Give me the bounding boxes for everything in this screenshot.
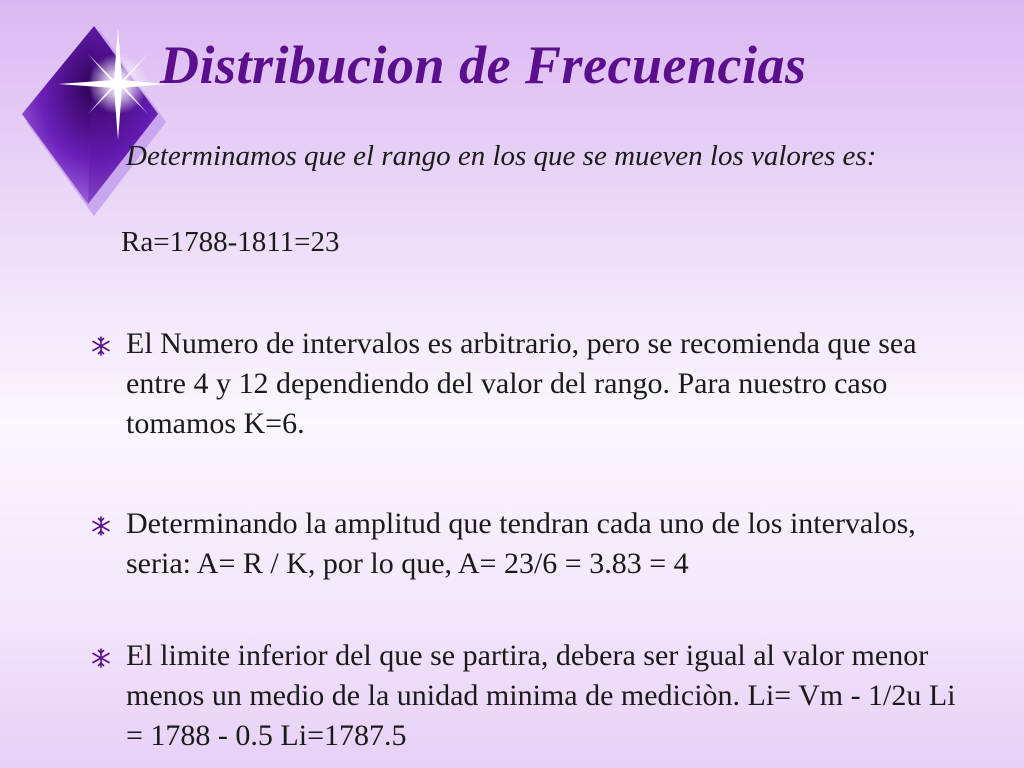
- bullet-text-intervals: El Numero de intervalos es arbitrario, pero se recomienda que sea entre 4 y 12 dependiendo del valor del rango. Para nuestro caso tomamos K=6.: [126, 327, 917, 440]
- diamond-star-logo-icon: [18, 22, 168, 218]
- slide-title: Distribucion de Frecuencias: [160, 35, 807, 95]
- range-formula: Ra=1788-1811=23: [121, 226, 340, 258]
- bullet-text-lower-limit: El limite inferior del que se partira, debera ser igual al valor menor menos un medio de la unidad minima de mediciòn. Li= Vm - 1/2u Li = 1788 - 0.5 Li=1787.5: [126, 639, 956, 752]
- intro-text: Determinamos que el rango en los que se mueven los valores es:: [126, 140, 877, 172]
- snowflake-bullet-icon: [90, 647, 112, 669]
- snowflake-bullet-icon: [90, 335, 112, 357]
- snowflake-bullet-icon: [90, 515, 112, 537]
- bullet-text-amplitude: Determinando la amplitud que tendran cada uno de los intervalos, seria: A= R / K, por lo que, A= 23/6 = 3.83 = 4: [126, 507, 916, 580]
